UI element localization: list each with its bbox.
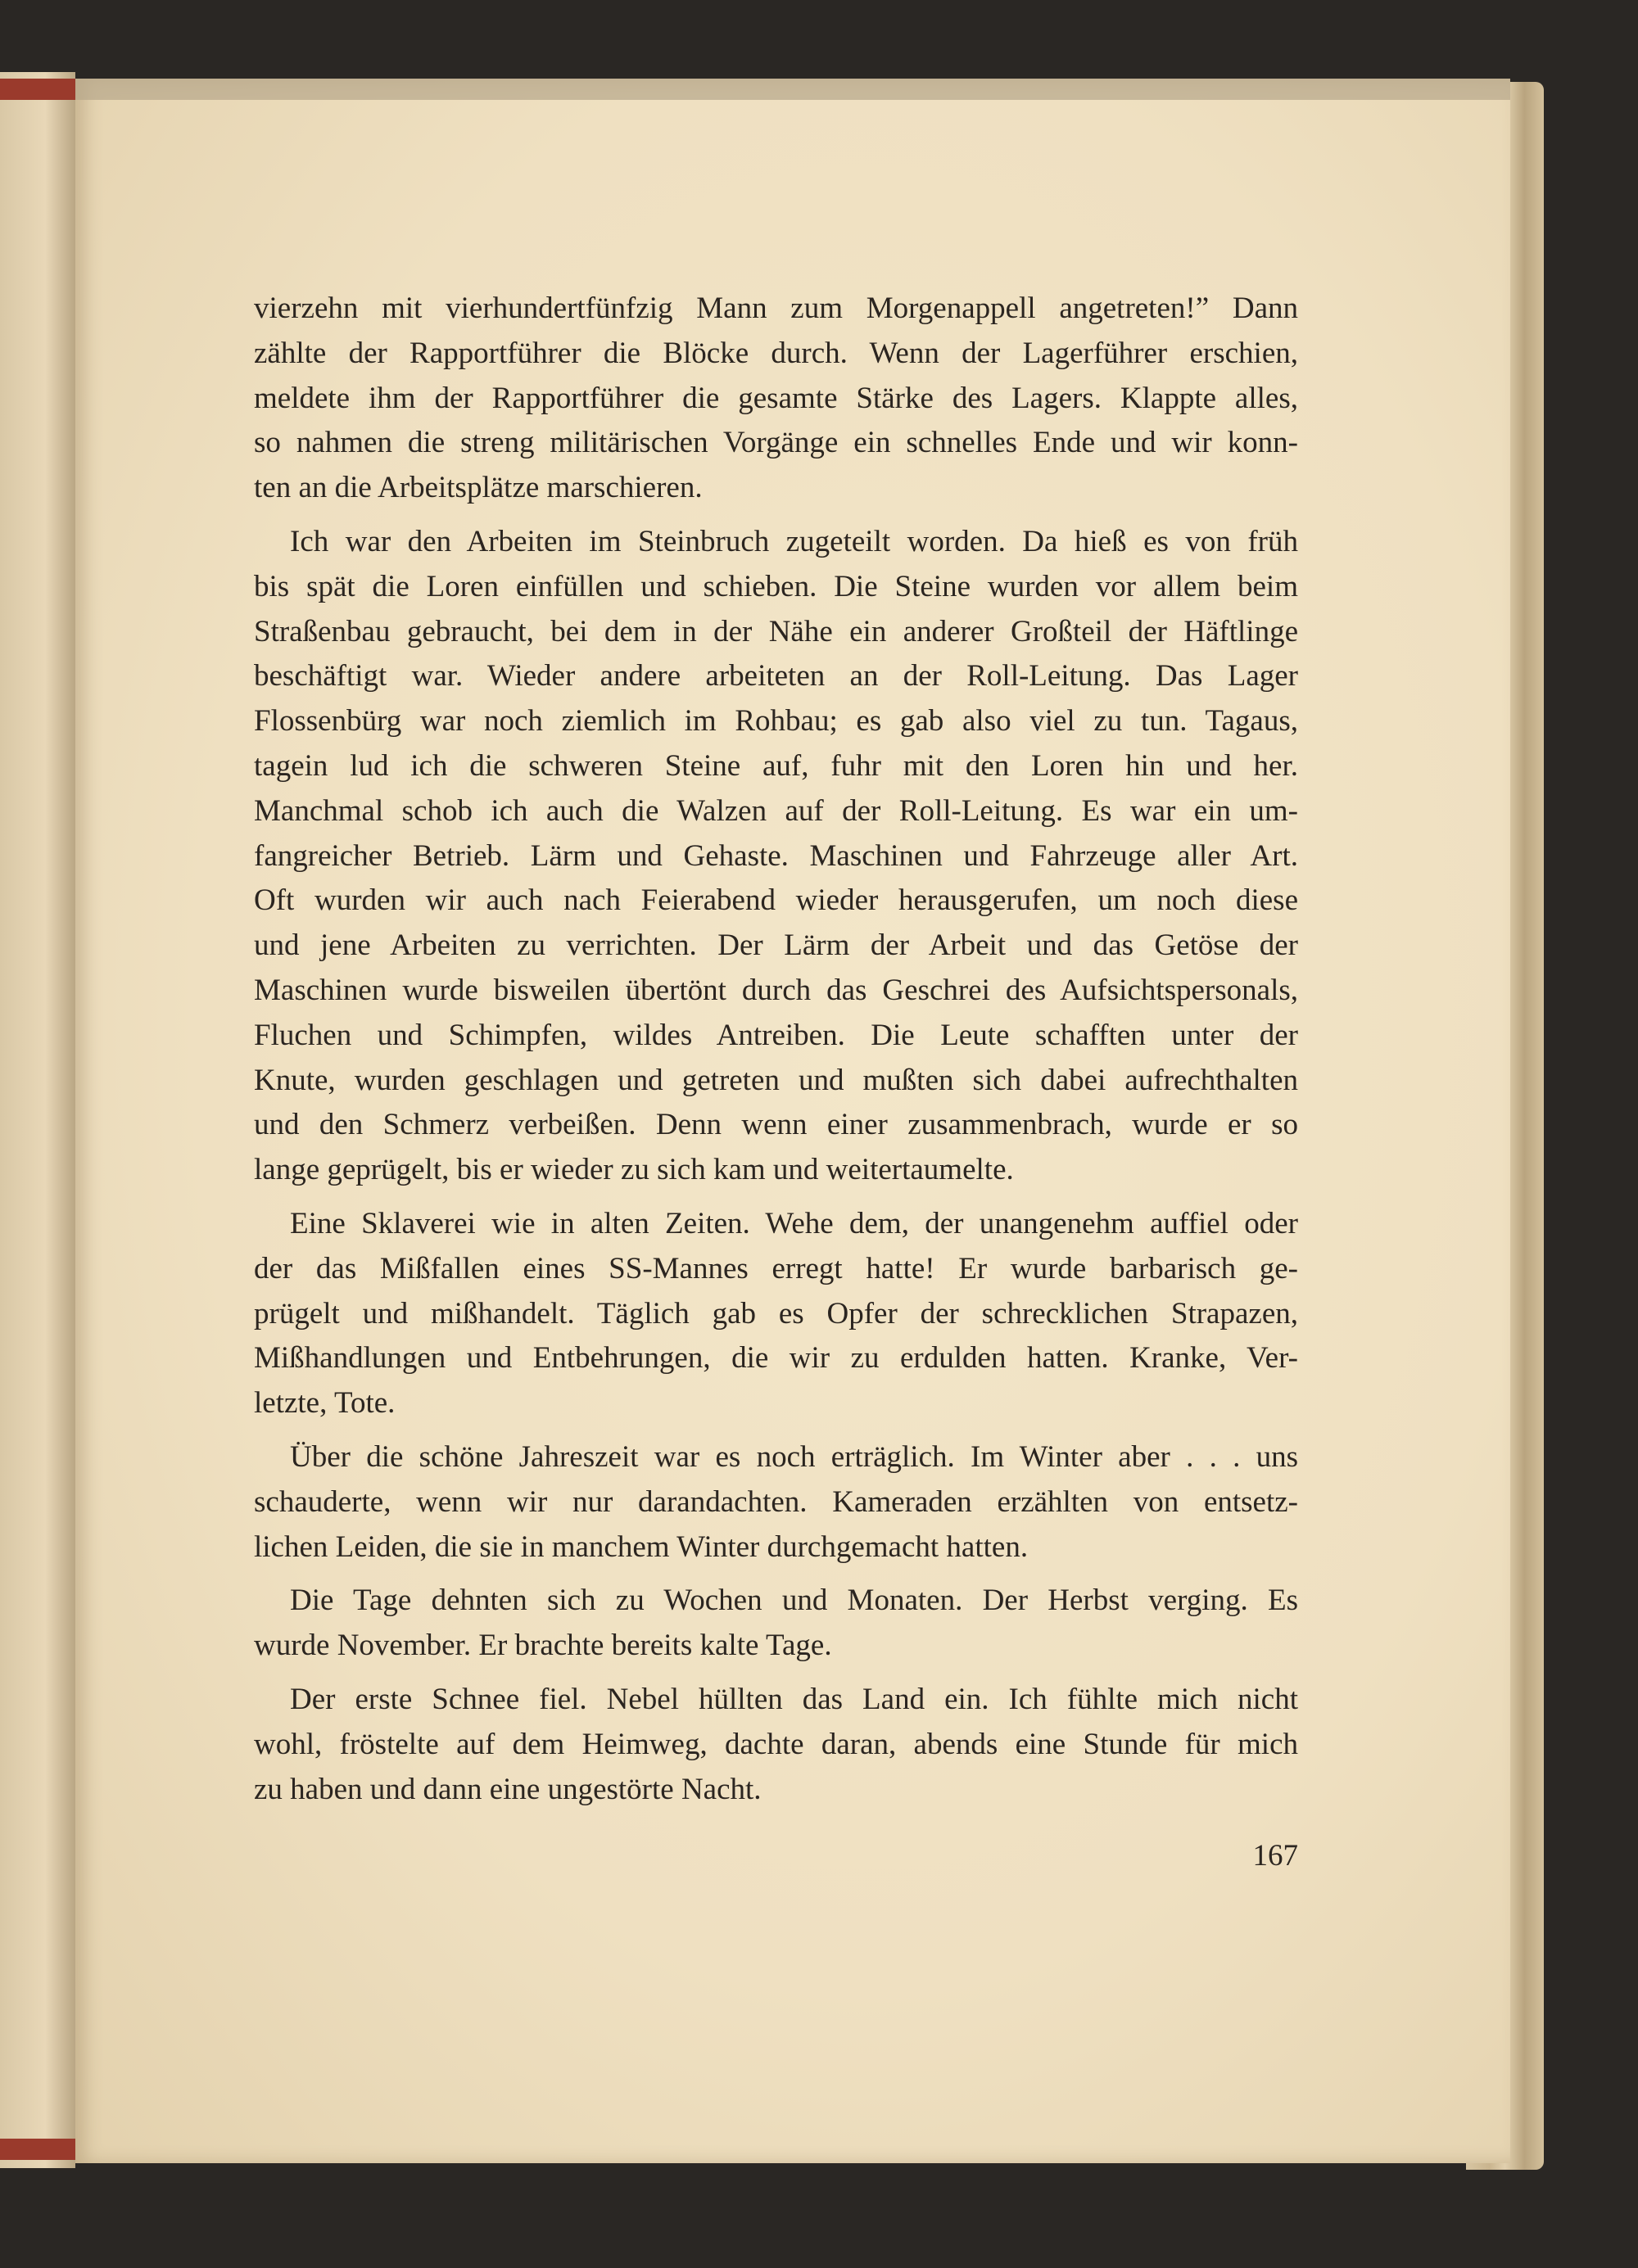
text-line: Manchmal schob ich auch die Walzen auf der Roll-Leitung. Es war ein um- xyxy=(254,793,1298,828)
text-line: schauderte, wenn wir nur darandachten. Kameraden erzählten von entsetz- xyxy=(254,1484,1298,1519)
text-line: Maschinen wurde bisweilen übertönt durch das Geschrei des Aufsichtspersonals, xyxy=(254,973,1298,1007)
paragraph xyxy=(254,1202,1298,1426)
text-line: ten an die Arbeitsplätze marschieren. xyxy=(254,471,703,505)
text-line: wohl, fröstelte auf dem Heimweg, dachte daran, abends eine Stunde für mich xyxy=(254,1727,1298,1761)
text-line: Der erste Schnee fiel. Nebel hüllten das Land ein. Ich fühlte mich nicht xyxy=(290,1682,1298,1716)
paragraph xyxy=(254,1435,1298,1570)
text-line: und den Schmerz verbeißen. Denn wenn einer zusammenbrach, wurde er so xyxy=(254,1108,1298,1142)
text-line: letzte, Tote. xyxy=(254,1386,396,1421)
paragraph xyxy=(254,1579,1298,1669)
text-line: vierzehn mit vierhundertfünfzig Mann zum Morgenappell angetreten!” Dann xyxy=(254,291,1298,325)
text-line: Oft wurden wir auch nach Feierabend wieder herausgerufen, um noch diese xyxy=(254,883,1298,918)
text-line: Eine Sklaverei wie in alten Zeiten. Wehe dem, der unangenehm auffiel oder xyxy=(290,1206,1298,1240)
paragraph xyxy=(254,520,1298,1193)
text-line: prügelt und mißhandelt. Täglich gab es Opfer der schrecklichen Strapazen, xyxy=(254,1296,1298,1331)
page-number: 167 xyxy=(1252,1839,1298,1873)
text-line: Mißhandlungen und Entbehrungen, die wir zu erdulden hatten. Kranke, Ver- xyxy=(254,1341,1298,1376)
body-text xyxy=(254,287,1298,1821)
text-line: Die Tage dehnten sich zu Wochen und Monaten. Der Herbst verging. Es xyxy=(290,1584,1298,1618)
text-line: wurde November. Er brachte bereits kalte Tage. xyxy=(254,1629,832,1663)
text-line: und jene Arbeiten zu verrichten. Der Lärm der Arbeit und das Getöse der xyxy=(254,928,1298,963)
text-line: tagein lud ich die schweren Steine auf, fuhr mit den Loren hin und her. xyxy=(254,748,1298,783)
text-line: fangreicher Betrieb. Lärm und Gehaste. Maschinen und Fahrzeuge aller Art. xyxy=(254,838,1298,873)
text-line: zu haben und dann eine ungestörte Nacht. xyxy=(254,1772,762,1806)
text-line: beschäftigt war. Wieder andere arbeiteten an der Roll-Leitung. Das Lager xyxy=(254,659,1298,694)
text-line: meldete ihm der Rapportführer die gesamte Stärke des Lagers. Klappte alles, xyxy=(254,381,1298,415)
text-line: zählte der Rapportführer die Blöcke durch. Wenn der Lagerführer erschien, xyxy=(254,336,1298,370)
text-line: Straßenbau gebraucht, bei dem in der Nähe ein anderer Großteil der Häftlinge xyxy=(254,614,1298,648)
text-line: lichen Leiden, die sie in manchem Winter durchgemacht hatten. xyxy=(254,1529,1029,1564)
text-line: Fluchen und Schimpfen, wildes Antreiben. Die Leute schafften unter der xyxy=(254,1018,1298,1052)
text-line: so nahmen die streng militärischen Vorgänge ein schnelles Ende und wir konn- xyxy=(254,426,1298,460)
paragraph xyxy=(254,287,1298,511)
left-page-edge xyxy=(0,72,75,2168)
text-line: bis spät die Loren einfüllen und schieben. Die Steine wurden vor allem beim xyxy=(254,569,1298,603)
text-line: lange geprügelt, bis er wieder zu sich kam und weitertaumelte. xyxy=(254,1153,1014,1187)
paragraph xyxy=(254,1678,1298,1812)
text-line: der das Mißfallen eines SS-Mannes erregt hatte! Er wurde barbarisch ge- xyxy=(254,1251,1298,1285)
text-line: Ich war den Arbeiten im Steinbruch zugeteilt worden. Da hieß es von früh xyxy=(290,524,1298,558)
text-line: Über die schöne Jahreszeit war es noch erträglich. Im Winter aber . . . uns xyxy=(290,1439,1298,1474)
text-line: Knute, wurden geschlagen und getreten und mußten sich dabei aufrechthalten xyxy=(254,1063,1298,1097)
text-line: Flossenbürg war noch ziemlich im Rohbau; es gab also viel zu tun. Tagaus, xyxy=(254,704,1298,739)
page-top-shadow xyxy=(75,79,1510,100)
